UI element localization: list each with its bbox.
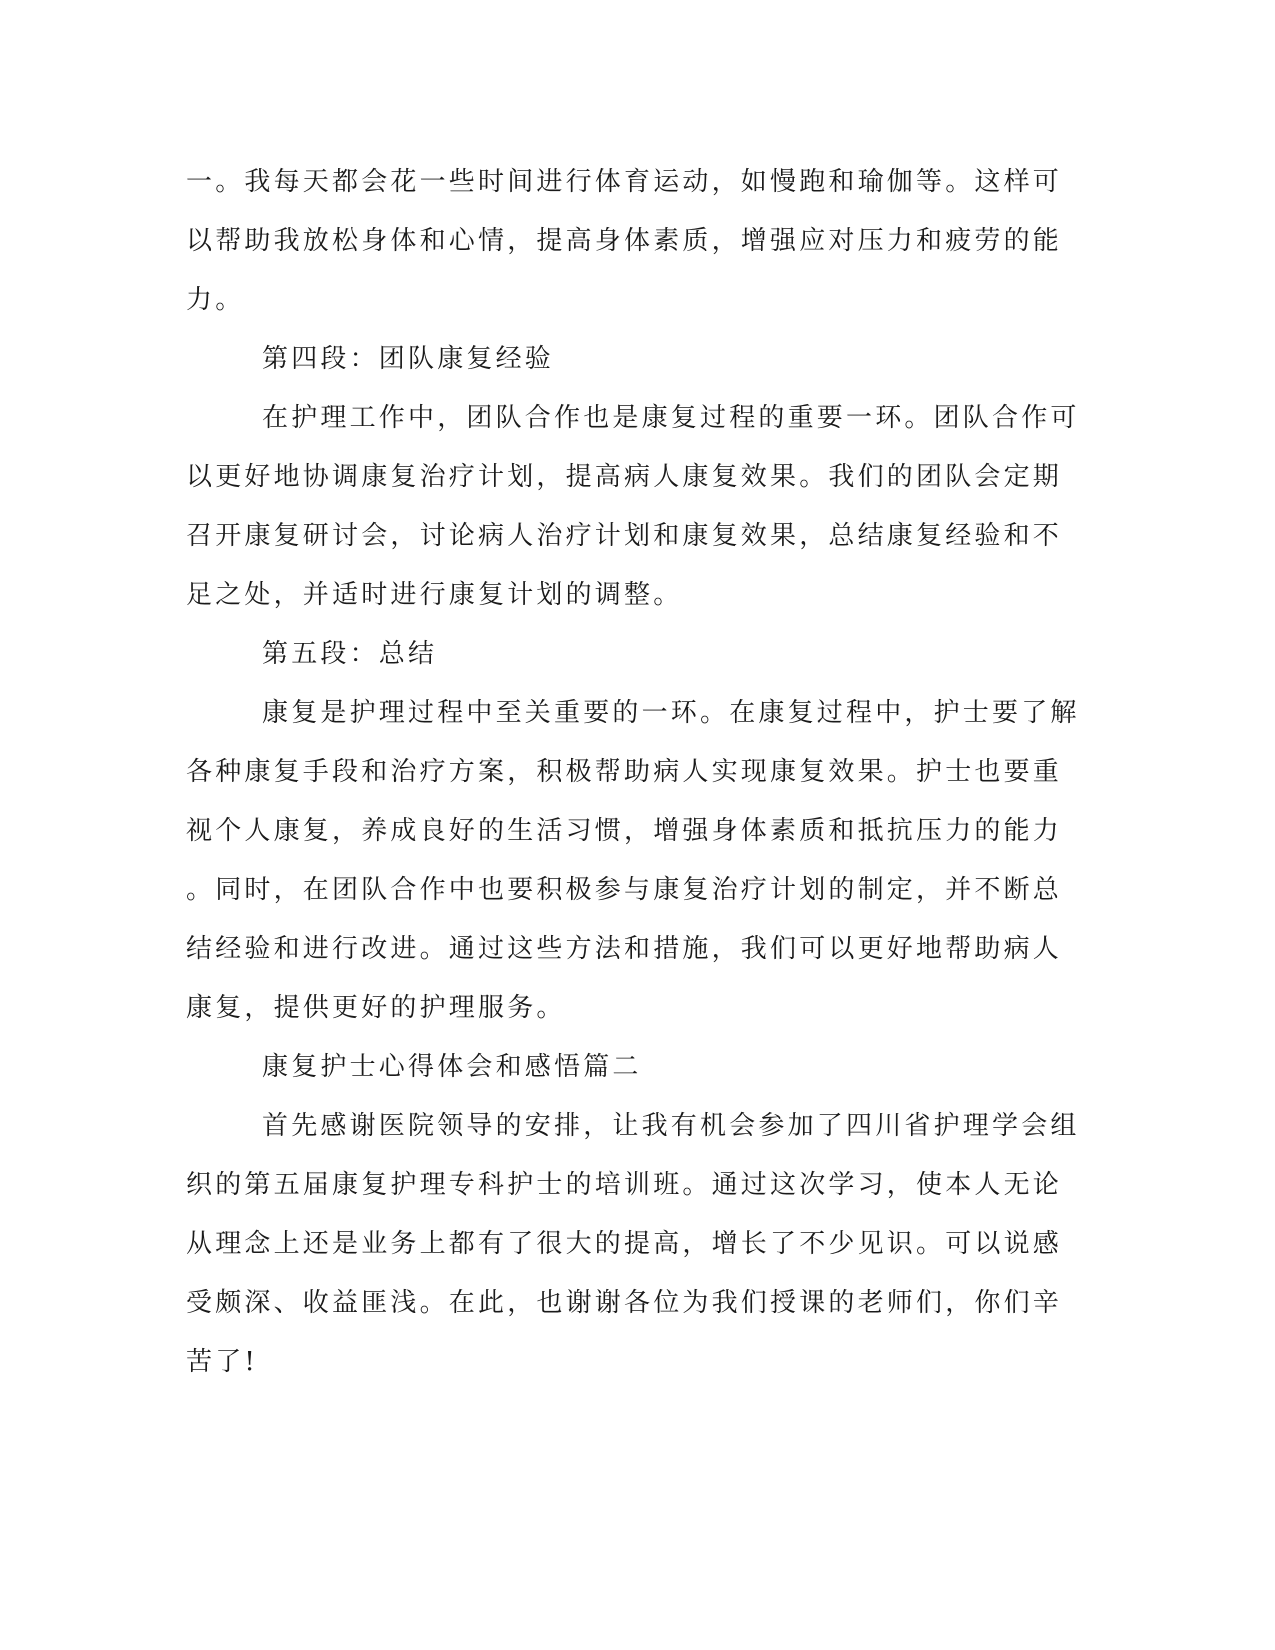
paragraph-line: 康复，提供更好的护理服务。 (186, 993, 566, 1023)
paragraph-line: 一。我每天都会花一些时间进行体育运动，如慢跑和瑜伽等。这样可 (186, 167, 1063, 197)
paragraph-line: 足之处，并适时进行康复计划的调整。 (186, 580, 683, 610)
paragraph-line: 。同时，在团队合作中也要积极参与康复治疗计划的制定，并不断总 (186, 875, 1063, 905)
paragraph-line: 各种康复手段和治疗方案，积极帮助病人实现康复效果。护士也要重 (186, 757, 1063, 787)
section-heading: 康复护士心得体会和感悟篇二 (262, 1052, 642, 1082)
paragraph-line: 以更好地协调康复治疗计划，提高病人康复效果。我们的团队会定期 (186, 462, 1063, 492)
paragraph-line: 从理念上还是业务上都有了很大的提高，增长了不少见识。可以说感 (186, 1229, 1063, 1259)
paragraph-line: 召开康复研讨会，讨论病人治疗计划和康复效果，总结康复经验和不 (186, 521, 1063, 551)
paragraph-line: 视个人康复，养成良好的生活习惯，增强身体素质和抵抗压力的能力 (186, 816, 1063, 846)
section-heading: 第五段：总结 (262, 639, 438, 669)
paragraph-line: 以帮助我放松身体和心情，提高身体素质，增强应对压力和疲劳的能 (186, 226, 1063, 256)
paragraph-line: 康复是护理过程中至关重要的一环。在康复过程中，护士要了解 (262, 698, 1080, 728)
paragraph-line: 织的第五届康复护理专科护士的培训班。通过这次学习，使本人无论 (186, 1170, 1063, 1200)
paragraph-line: 力。 (186, 285, 245, 315)
section-heading: 第四段：团队康复经验 (262, 344, 555, 374)
paragraph-line: 苦了! (186, 1347, 259, 1377)
paragraph-line: 在护理工作中，团队合作也是康复过程的重要一环。团队合作可 (262, 403, 1080, 433)
paragraph-line: 受颇深、收益匪浅。在此，也谢谢各位为我们授课的老师们，你们辛 (186, 1288, 1063, 1318)
paragraph-line: 首先感谢医院领导的安排，让我有机会参加了四川省护理学会组 (262, 1111, 1080, 1141)
paragraph-line: 结经验和进行改进。通过这些方法和措施，我们可以更好地帮助病人 (186, 934, 1063, 964)
